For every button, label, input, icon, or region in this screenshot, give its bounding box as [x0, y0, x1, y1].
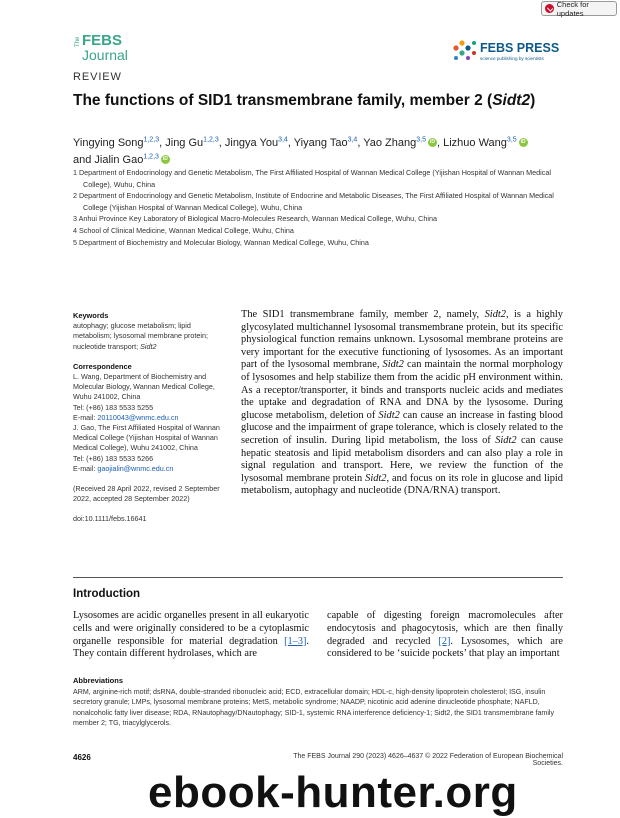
- author: Lizhuo Wang$^{3,5}$ iD and: [73, 136, 526, 166]
- affiliations: [73, 167, 563, 248]
- correspondence-wang-email-line: E-mail: 20110043@wnmc.edu.cn: [73, 412, 179, 422]
- orcid-icon[interactable]: iD: [520, 139, 526, 146]
- article-sidebar: [73, 311, 223, 525]
- affiliation-item: 3 Anhui Province Key Laboratory of Biological Macro-Molecules Research, Wannan Medical College, Wuhu, China: [73, 214, 437, 224]
- abstract: The SID1 transmembrane family, member 2, namely, Sidt2, is a highly glycosylated multichannel lysosomal transmembrane protein, but its specific physiological function remains unknown. Lysosomal membrane proteins are very important for the executive functioning of lysosomes. As an important part of the lysosomal membrane, Sidt2 can maintain the normal morphology of lysosomes and help stabilize them from the acidic pH environment within. As a receptor/transporter, it binds and transports nucleic acids and mediates the uptake and degradation of RNA and DNA by the lysosome. During glucose metabolism, deletion of Sidt2 can cause an increase in fasting blood glucose and the impairment of grape tolerance, which is closely related to the secretion of insulin. During lipid metabolism, the loss of Sidt2 can cause hepatic steatosis and lipid metabolism disorders and can also play a role in signal regulation and transport. Here, we review the function of the lysosomal membrane protein Sidt2, and focus on its role in glucose and lipid metabolism, autophagy and nucleotide (DNA/RNA) transport.: [241, 309, 563, 497]
- author-list: [73, 133, 563, 167]
- orcid-icon[interactable]: iD: [429, 139, 435, 146]
- keywords-text: autophagy; glucose metabolism; lipid metabolism; lysosomal membrane protein; nucleotide transport; Sidt2: [73, 321, 209, 351]
- author: Yao Zhang$^{3,5}$ iD ,: [363, 136, 444, 149]
- orcid-icon[interactable]: iD: [162, 156, 168, 163]
- wang-email-link[interactable]: 20110043@wnmc.edu.cn: [97, 412, 179, 422]
- reference-link[interactable]: [1–3]: [284, 635, 307, 647]
- journal-citation: The FEBS Journal 290 (2023) 4626–4637 © 2022 Federation of European Biochemical Societies.: [293, 753, 563, 767]
- check-for-updates-label: Check for updates: [556, 0, 589, 18]
- watermark: ebook-hunter.org: [148, 768, 518, 817]
- affiliation-item: 2 Department of Endocrinology and Genetic Metabolism, Institute of Endocrine and Metabolic Diseases, The First Affiliated Hospital of Wannan Medical College (Yijishan Hospital of Wannan Medical College), Wuhu, China: [73, 191, 554, 212]
- correspondence-wang-tel: Tel: (+86) 183 5533 5255: [73, 402, 154, 412]
- correspondence-gao-address: J. Gao, The First Affiliated Hospital of Wannan Medical College (Yijishan Hospital of Wannan Medical College), Wuhu 241002, China: [73, 423, 220, 453]
- affiliation-item: 4 School of Clinical Medicine, Wannan Medical College, Wuhu, China: [73, 225, 294, 235]
- article-doi: doi:10.1111/febs.16641: [73, 514, 147, 524]
- correspondence-gao-email-line: E-mail: gaojialin@wnmc.edu.cn: [73, 463, 174, 473]
- page-number: 4626: [73, 753, 91, 762]
- author: Yiyang Tao$^{3,4}$,: [293, 136, 364, 149]
- article-title: The functions of SID1 transmembrane family, member 2 (Sidt2): [73, 92, 536, 109]
- reference-link[interactable]: [2]: [438, 635, 451, 647]
- logo-febs: FEBS: [82, 32, 123, 49]
- check-updates-icon: [545, 4, 554, 13]
- logo-journal: Journal: [82, 47, 128, 63]
- affiliation-item: 1 Department of Endocrinology and Genetic Metabolism, The First Affiliated Hospital of Wannan Medical College (Yijishan Hospital of Wannan Medical College), Wuhu, China: [73, 168, 551, 189]
- abbreviations-heading: Abbreviations: [73, 676, 124, 685]
- logo-the: The: [75, 36, 81, 47]
- correspondence-wang-address: L. Wang, Department of Biochemistry and Molecular Biology, Wannan Medical College, Wuhu 241002, China: [73, 372, 215, 402]
- gao-email-link[interactable]: gaojialin@wnmc.edu.cn: [97, 463, 174, 473]
- introduction-left-column: Lysosomes are acidic organelles present in all eukaryotic cells and were originally considered to be a cytoplasmic organelle responsible for material degradation [1–3]. They contain different hydrolases, which are: [73, 610, 309, 660]
- author: Yingying Song$^{1,2,3}$,: [73, 136, 166, 149]
- section-label: REVIEW: [73, 71, 122, 83]
- affiliation-item: 5 Department of Biochemistry and Molecular Biology, Wannan Medical College, Wuhu, China: [73, 237, 369, 247]
- introduction-heading: Introduction: [73, 588, 141, 600]
- introduction-right-column: capable of digesting foreign macromolecules after endocytosis and phagocytosis, which are then finally degraded and recycled [2]. Lysosomes, which are considered to be ‘suicide pockets’ that play an important: [327, 610, 563, 660]
- author: Jingya You$^{3,4}$,: [224, 136, 294, 149]
- correspondence-heading: Correspondence: [73, 361, 132, 371]
- febs-press-dots-icon: [453, 40, 476, 60]
- author: Jialin Gao$^{1,2,3}$ iD: [94, 153, 168, 166]
- author: Jing Gu$^{1,2,3}$,: [165, 136, 225, 149]
- abbreviations-text: ARM, arginine-rich motif; dsRNA, double-stranded ribonucleic acid; ECD, extracellular domain; HDL-c, high-density lipoprotein cholesterol; ISG, insulin secretory granule; LMPs, lysosomal membrane proteins; MetS, metabolic syndrome; NAADP, nicotinic acid adenine dinucleotide phosphate; NAFLD, nonalcoholic fatty liver disease; RDA, RNautophagy/DNautophagy; SID-1, systemic RNA interference deficiency-1; Sidt2, the SID1 transmembrane family member 2; TG, triacylglycerols.: [73, 688, 555, 727]
- keywords-heading: Keywords: [73, 311, 109, 320]
- febs-press-logo: [450, 35, 562, 67]
- febs-journal-logo: [73, 31, 143, 63]
- article-dates: (Received 28 April 2022, revised 2 September 2022, accepted 28 September 2022): [73, 484, 220, 504]
- check-for-updates-button[interactable]: [541, 1, 617, 16]
- febs-press-tagline: science publishing by scientists: [480, 56, 544, 61]
- correspondence-gao-tel: Tel: (+86) 183 5533 5266: [73, 453, 154, 463]
- section-divider: [73, 577, 563, 578]
- febs-press-name: FEBS PRESS: [480, 41, 560, 55]
